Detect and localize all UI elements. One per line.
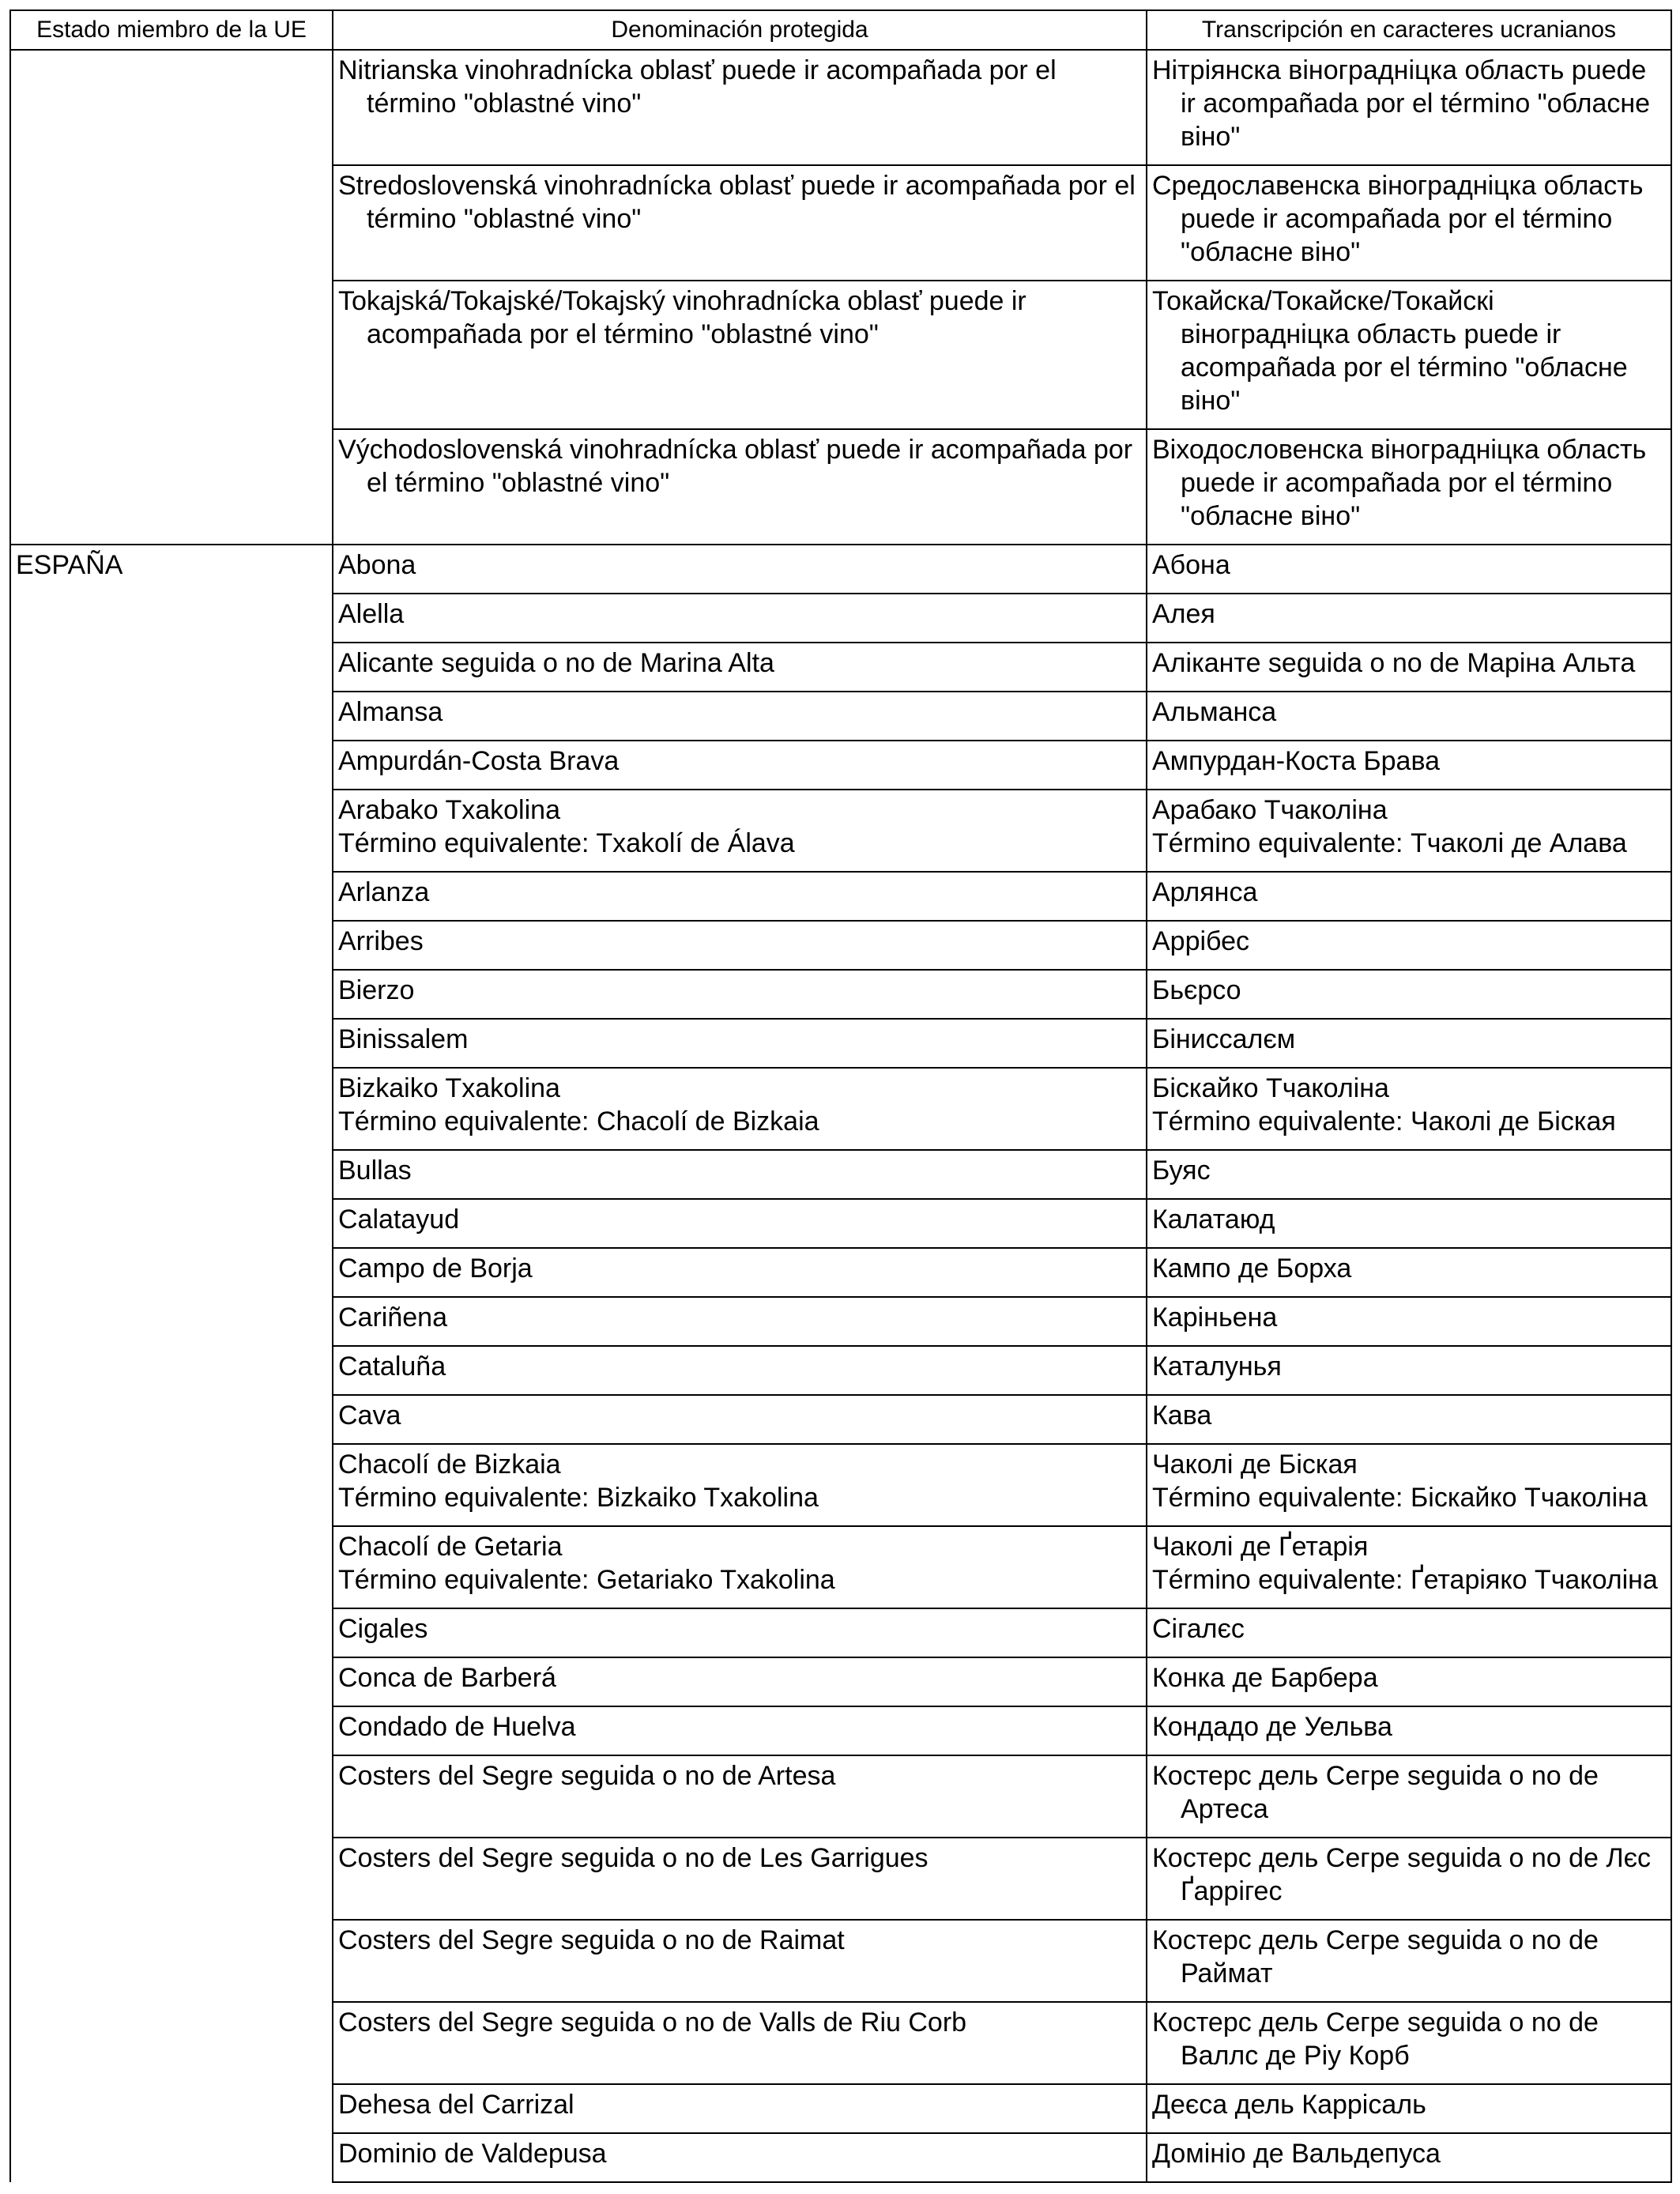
protected-name-cell [333, 1755, 1147, 1838]
transcription-cell [1147, 1838, 1671, 1920]
transcription-cell [1147, 50, 1671, 165]
protected-name-cell [333, 1444, 1147, 1526]
protected-names-table [9, 9, 1672, 2183]
transcription-line: Конка де Барбера [1152, 1663, 1378, 1693]
protected-name-line: Condado de Huelva [338, 1712, 576, 1742]
protected-name-line: Alicante seguida o no de Marina Alta [338, 648, 774, 678]
protected-name-cell [333, 1297, 1147, 1346]
transcription-cell [1147, 1297, 1671, 1346]
member-state-cell: ESPAÑA [10, 545, 333, 2182]
transcription-cell [1147, 1150, 1671, 1199]
transcription-line: Токайска/Токайске/Токайскі віноградніцка область puede ir acompañada por el término "обласне віно" [1152, 286, 1628, 416]
transcription-cell [1147, 2002, 1671, 2084]
transcription-cell [1147, 1608, 1671, 1657]
transcription-cell [1147, 2133, 1671, 2182]
protected-name-line: Almansa [338, 697, 443, 727]
transcription-line: Кава [1152, 1400, 1212, 1431]
transcription-cell [1147, 1068, 1671, 1150]
transcription-line: Деєса дель Каррісаль [1152, 2090, 1426, 2120]
transcription-line: Костерс дель Сегре seguida o no de Раймат [1152, 1925, 1599, 1989]
protected-name-line: Conca de Barberá [338, 1663, 556, 1693]
transcription-line: Нітріянска віноградніцка область puede ir acompañada por el término "обласне віно" [1152, 55, 1651, 152]
protected-name-cell [333, 970, 1147, 1019]
protected-name-line: Arabako Txakolina [338, 795, 560, 825]
protected-name-line: Término equivalente: Getariako Txakolina [338, 1565, 835, 1595]
transcription-line: Каталунья [1152, 1351, 1282, 1382]
protected-name-cell [333, 741, 1147, 790]
protected-name-cell [333, 1150, 1147, 1199]
transcription-line: Чаколі де Біская [1152, 1449, 1358, 1480]
protected-name-line: Término equivalente: Txakolí de Álava [338, 828, 795, 858]
protected-name-cell [333, 1657, 1147, 1706]
transcription-cell [1147, 1395, 1671, 1444]
transcription-line: Домініо де Вальдепуса [1152, 2139, 1441, 2169]
transcription-cell [1147, 1920, 1671, 2002]
protected-name-cell [333, 50, 1147, 165]
transcription-line: Абона [1152, 550, 1230, 580]
transcription-cell [1147, 790, 1671, 872]
transcription-line: Костерс дель Сегре seguida o no de Валлс де Ріу Корб [1152, 2007, 1599, 2071]
transcription-line: Término equivalente: Чаколі де Біская [1152, 1106, 1616, 1137]
transcription-line: Біниссалєм [1152, 1024, 1296, 1054]
transcription-line: Бьєрсо [1152, 975, 1241, 1005]
transcription-line: Біскайко Тчаколіна [1152, 1073, 1389, 1103]
protected-name-cell [333, 921, 1147, 970]
protected-name-cell [333, 1346, 1147, 1395]
transcription-line: Арлянса [1152, 877, 1258, 907]
protected-name-line: Término equivalente: Bizkaiko Txakolina [338, 1483, 819, 1513]
transcription-cell [1147, 692, 1671, 741]
transcription-line: Альманса [1152, 697, 1277, 727]
transcription-cell [1147, 1444, 1671, 1526]
transcription-cell [1147, 545, 1671, 594]
protected-name-line: Stredoslovenská vinohradnícka oblasť puede ir acompañada por el término "oblastné vino" [338, 171, 1136, 234]
protected-name-line: Arribes [338, 926, 424, 956]
protected-name-line: Chacolí de Getaria [338, 1532, 563, 1562]
transcription-line: Аліканте seguida o no de Маріна Альта [1152, 648, 1636, 678]
transcription-cell [1147, 921, 1671, 970]
protected-name-line: Calatayud [338, 1204, 460, 1235]
protected-name-cell [333, 1199, 1147, 1248]
transcription-cell [1147, 1346, 1671, 1395]
table-row [10, 545, 1671, 594]
protected-name-line: Campo de Borja [338, 1253, 533, 1284]
header-state: Estado miembro de la UE [10, 10, 333, 50]
transcription-cell [1147, 1755, 1671, 1838]
protected-name-cell [333, 1608, 1147, 1657]
protected-name-line: Dehesa del Carrizal [338, 2090, 574, 2120]
transcription-line: Віходословенска віноградніцка область puede ir acompañada por el término "обласне віно" [1152, 435, 1647, 531]
transcription-line: Término equivalente: Біскайко Тчаколіна [1152, 1483, 1648, 1513]
protected-name-line: Chacolí de Bizkaia [338, 1449, 561, 1480]
protected-name-line: Costers del Segre seguida o no de Artesa [338, 1761, 836, 1791]
protected-name-line: Cariñena [338, 1302, 447, 1333]
transcription-cell [1147, 1248, 1671, 1297]
transcription-line: Término equivalente: Ґетаріяко Тчаколіна [1152, 1565, 1658, 1595]
protected-name-line: Costers del Segre seguida o no de Valls de Riu Corb [338, 2007, 967, 2038]
transcription-line: Средославенска віноградніцка область puede ir acompañada por el término "обласне віно" [1152, 171, 1644, 267]
transcription-line: Чаколі де Ґетарія [1152, 1532, 1369, 1562]
transcription-cell [1147, 1706, 1671, 1755]
protected-name-line: Bierzo [338, 975, 415, 1005]
transcription-cell [1147, 1019, 1671, 1068]
transcription-cell [1147, 281, 1671, 429]
protected-name-cell [333, 1068, 1147, 1150]
protected-name-line: Alella [338, 599, 405, 629]
transcription-line: Костерс дель Сегре seguida o no de Артеса [1152, 1761, 1599, 1824]
protected-name-cell [333, 1706, 1147, 1755]
protected-name-cell [333, 2133, 1147, 2182]
protected-name-cell [333, 1395, 1147, 1444]
transcription-line: Ампурдан-Коста Брава [1152, 746, 1441, 776]
transcription-cell [1147, 643, 1671, 692]
transcription-line: Каріньена [1152, 1302, 1278, 1333]
protected-name-line: Binissalem [338, 1024, 469, 1054]
protected-name-cell [333, 1248, 1147, 1297]
header-protected-name: Denominación protegida [333, 10, 1147, 50]
header-transcription: Transcripción en caracteres ucranianos [1147, 10, 1671, 50]
protected-name-line: Cava [338, 1400, 401, 1431]
protected-name-cell [333, 1920, 1147, 2002]
transcription-line: Калатаюд [1152, 1204, 1275, 1235]
transcription-line: Костерс дель Сегре seguida o no de Лєс Ґаррігес [1152, 1843, 1652, 1906]
protected-name-cell [333, 692, 1147, 741]
transcription-line: Кондадо де Уельва [1152, 1712, 1392, 1742]
protected-name-line: Abona [338, 550, 416, 580]
protected-name-cell [333, 1019, 1147, 1068]
transcription-line: Кампо де Борха [1152, 1253, 1352, 1284]
protected-name-cell [333, 1526, 1147, 1608]
transcription-cell [1147, 165, 1671, 281]
protected-name-line: Ampurdán-Costa Brava [338, 746, 620, 776]
protected-name-line: Arlanza [338, 877, 430, 907]
protected-name-cell [333, 872, 1147, 921]
protected-name-cell [333, 2084, 1147, 2133]
member-state-cell [10, 50, 333, 545]
protected-name-line: Costers del Segre seguida o no de Les Garrigues [338, 1843, 929, 1873]
transcription-cell [1147, 594, 1671, 643]
transcription-line: Буяс [1152, 1155, 1211, 1186]
transcription-line: Арабако Тчаколіна [1152, 795, 1388, 825]
transcription-cell [1147, 1199, 1671, 1248]
protected-name-cell [333, 643, 1147, 692]
protected-name-cell [333, 2002, 1147, 2084]
protected-name-line: Término equivalente: Chacolí de Bizkaia [338, 1106, 819, 1137]
transcription-cell [1147, 1526, 1671, 1608]
transcription-line: Término equivalente: Тчаколі де Алава [1152, 828, 1627, 858]
transcription-cell [1147, 429, 1671, 545]
protected-name-cell [333, 790, 1147, 872]
table-row [10, 50, 1671, 165]
transcription-cell [1147, 741, 1671, 790]
protected-name-line: Costers del Segre seguida o no de Raimat [338, 1925, 845, 1955]
transcription-line: Сігалєс [1152, 1614, 1245, 1644]
transcription-cell [1147, 2084, 1671, 2133]
protected-name-line: Východoslovenská vinohradnícka oblasť puede ir acompañada por el término "oblastné vino" [338, 435, 1133, 498]
transcription-line: Аррібес [1152, 926, 1250, 956]
table-body [10, 50, 1671, 2182]
protected-name-cell [333, 594, 1147, 643]
protected-name-line: Tokajská/Tokajské/Tokajský vinohradnícka oblasť puede ir acompañada por el término "oblastné vino" [338, 286, 1026, 349]
protected-name-cell [333, 429, 1147, 545]
transcription-cell [1147, 970, 1671, 1019]
protected-name-line: Cigales [338, 1614, 428, 1644]
protected-name-cell [333, 545, 1147, 594]
header-row [10, 10, 1671, 50]
protected-name-cell [333, 165, 1147, 281]
protected-name-line: Bizkaiko Txakolina [338, 1073, 560, 1103]
protected-name-line: Bullas [338, 1155, 412, 1186]
transcription-cell [1147, 1657, 1671, 1706]
protected-name-line: Nitrianska vinohradnícka oblasť puede ir acompañada por el término "oblastné vino" [338, 55, 1057, 119]
protected-name-line: Cataluña [338, 1351, 446, 1382]
protected-name-cell [333, 281, 1147, 429]
protected-name-line: Dominio de Valdepusa [338, 2139, 607, 2169]
protected-name-cell [333, 1838, 1147, 1920]
transcription-line: Алея [1152, 599, 1215, 629]
transcription-cell [1147, 872, 1671, 921]
